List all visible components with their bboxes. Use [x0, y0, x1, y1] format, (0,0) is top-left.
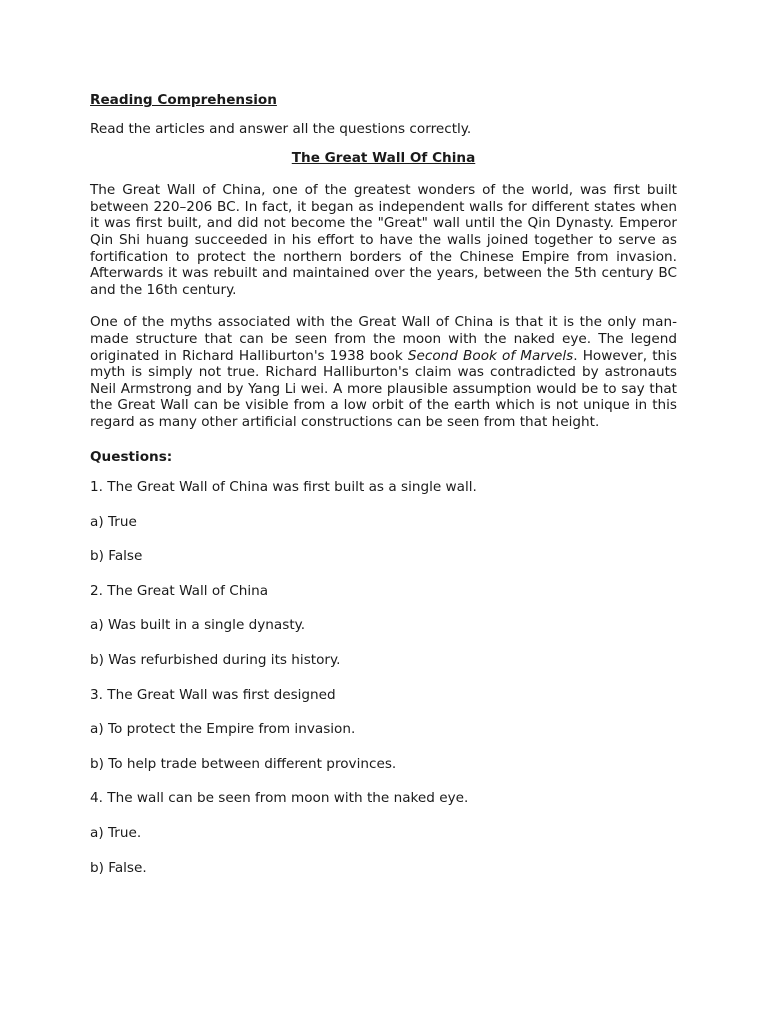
question-3-option-b: b) To help trade between different provinces. [90, 755, 397, 772]
question-4-option-b: b) False. [90, 859, 147, 876]
question-1-option-b: b) False [90, 548, 143, 565]
instructions-text: Read the articles and answer all the questions correctly. [90, 121, 472, 137]
document-page [90, 91, 677, 876]
question-2-option-a: a) Was built in a single dynasty. [90, 617, 306, 634]
article-paragraph-1: The Great Wall of China, one of the greatest wonders of the world, was first built between 220–206 BC. In fact, it began as independent walls for different states when it was first built, and did not become the "Great" wall until the Qin Dynasty. Emperor Qin Shi huang succeeded in his effort to have the walls joined together to serve as fortification to protect the northern borders of the Chinese Empire from invasion. Afterwards it was rebuilt and maintained over the years, between the 5th century BC and the 16th century. [90, 182, 677, 298]
book-title: Second Book of Marvels [407, 347, 574, 364]
paragraph-2-text-start: One of the myths associated with the Great Wall of China is that it is the only man-made structure that can be seen from the moon with the naked eye. The legend originated in Richard Halliburton's 1938 book [90, 314, 677, 364]
article-title: The Great Wall Of China [291, 149, 476, 166]
questions-heading: Questions: [90, 448, 173, 465]
question-1-option-a: a) True [90, 513, 137, 530]
question-3-option-a: a) To protect the Empire from invasion. [90, 721, 356, 738]
question-2-option-b: b) Was refurbished during its history. [90, 652, 341, 669]
question-4-option-a: a) True. [90, 825, 142, 842]
questions-list [90, 479, 677, 876]
question-2: 2. The Great Wall of China [90, 582, 269, 599]
question-4: 4. The wall can be seen from moon with the naked eye. [90, 790, 469, 807]
document-heading: Reading Comprehension [90, 92, 277, 108]
question-3: 3. The Great Wall was first designed [90, 686, 336, 703]
article-paragraph-2 [90, 314, 677, 430]
paragraph-2-text-end: . However, this myth is simply not true. Richard Halliburton's claim was contradicted by astronauts Neil Armstrong and by Yang Li wei. A more plausible assumption would be to say that the Great Wall can be visible from a low orbit of the earth which is not unique in this regard as many other artificial constructions can be seen from that height. [90, 347, 678, 430]
question-1: 1. The Great Wall of China was first built as a single wall. [90, 479, 477, 496]
